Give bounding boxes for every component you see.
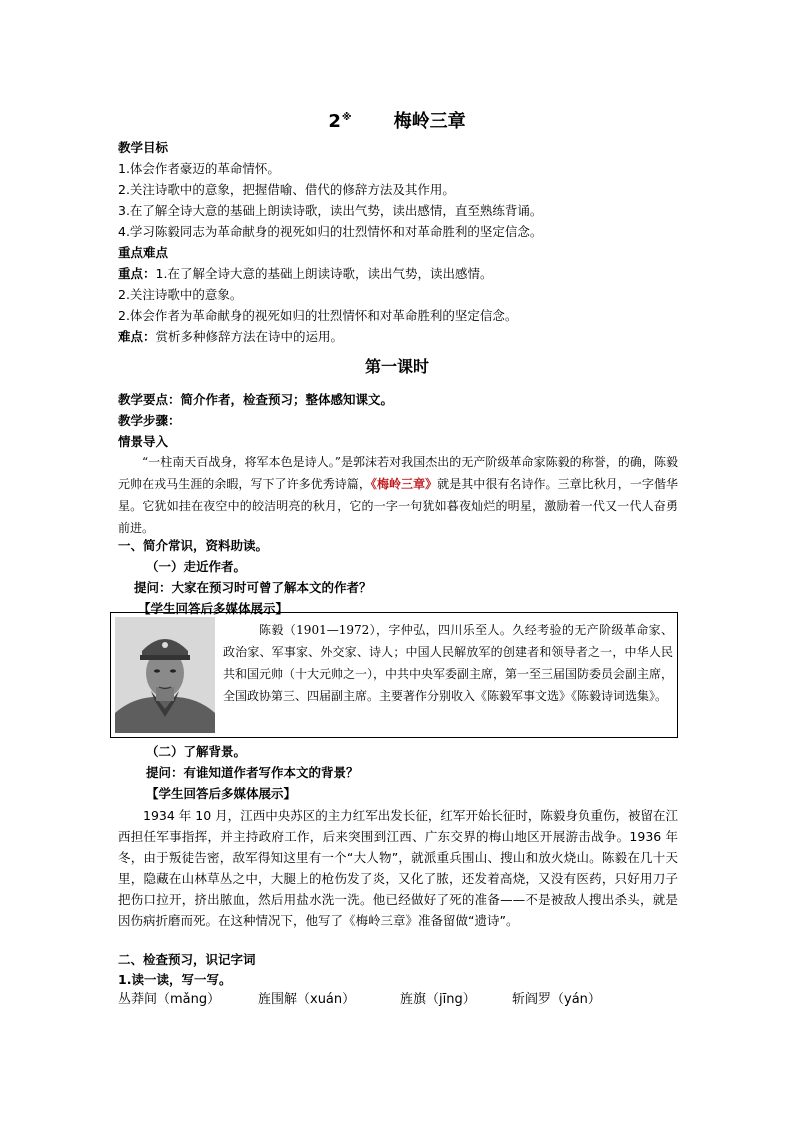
highlighted-title: 《梅岭三章》 bbox=[370, 477, 438, 491]
vocab-item: 旌围解（xuán） bbox=[258, 992, 356, 1007]
question-2: 提问：有谁知道作者写作本文的背景？ bbox=[146, 765, 359, 780]
key-point-item: 2.关注诗歌中的意象。 bbox=[118, 287, 243, 302]
supplementary-mark: ※ bbox=[341, 112, 352, 123]
difficulty-item: 难点：赏析多种修辞方法在诗中的运用。 bbox=[118, 329, 344, 344]
key-points-heading: 重点难点 bbox=[118, 245, 169, 260]
objective-item: 3.在了解全诗大意的基础上朗读诗歌，读出气势，读出感情，直至熟练背诵。 bbox=[118, 203, 543, 218]
portrait-photo-icon bbox=[115, 617, 215, 733]
author-bio-box bbox=[110, 612, 678, 738]
key-point-item: 重点：1.在了解全诗大意的基础上朗读诗歌，读出气势，读出感情。 bbox=[118, 266, 493, 281]
objective-item: 1.体会作者豪迈的革命情怀。 bbox=[118, 161, 280, 176]
media-note-2: 【学生回答后多媒体展示】 bbox=[146, 786, 297, 801]
objective-item: 2.关注诗歌中的意象，把握借喻、借代的修辞方法及其作用。 bbox=[118, 182, 455, 197]
intro-heading: 情景导入 bbox=[118, 434, 169, 449]
intro-paragraph: “一柱南天百战身，将军本色是诗人。”是郭沫若对我国杰出的无产阶级革命家陈毅的称誉，的确，陈毅元帅在戎马生涯的余暇，写下了许多优秀诗篇，《梅岭三章》就是其中很有名诗作。三章比秋月，一字偕华星。它犹如挂在夜空中的皎洁明亮的秋月，它的一字一句犹如暮夜灿烂的明星，激励着一代又一代人奋勇前进。 bbox=[118, 455, 678, 535]
vocabulary-row bbox=[118, 990, 601, 1010]
objective-item: 4.学习陈毅同志为革命献身的视死如归的壮烈情怀和对革命胜利的坚定信念。 bbox=[118, 224, 543, 239]
lesson-period-title: 第一课时 bbox=[364, 357, 429, 376]
lesson-title: 梅岭三章 bbox=[393, 111, 466, 132]
vocab-item: 旌旗（jīng） bbox=[400, 992, 476, 1007]
teaching-steps-label: 教学步骤： bbox=[118, 413, 181, 428]
section1-heading: 一、简介常识，资料助读。 bbox=[118, 538, 269, 553]
lesson-number: 2※ bbox=[328, 111, 352, 132]
question-1: 提问：大家在预习时可曾了解本文的作者？ bbox=[134, 580, 372, 595]
section1-sub2: （二）了解背景。 bbox=[146, 744, 247, 759]
author-bio-text: 陈毅（1901—1972），字仲弘，四川乐至人。久经考验的无产阶级革命家、政治家、军事家、外交家、诗人；中国人民解放军的创建者和领导者之一，中华人民共和国元帅（十大元帅之一），中共中央军委副主席，第一至三届国防委员会副主席，全国政协第三、四届副主席。主要著作分别收入《陈毅军事文选》《陈毅诗词选集》。 bbox=[223, 623, 674, 703]
section2-heading: 二、检查预习，识记字词 bbox=[118, 952, 256, 967]
section2-sub1: 1.读一读，写一写。 bbox=[118, 972, 232, 987]
key-point-item: 2.体会作者为革命献身的视死如归的壮烈情怀和对革命胜利的坚定信念。 bbox=[118, 308, 518, 323]
media-note-1: 【学生回答后多媒体展示】 bbox=[138, 601, 289, 616]
vocab-item: 丛莽间（mǎng） bbox=[118, 992, 221, 1007]
page-title bbox=[0, 106, 794, 134]
vocab-item: 斩阎罗（yán） bbox=[512, 992, 601, 1007]
background-paragraph: 1934 年 10 月，江西中央苏区的主力红军出发长征，红军开始长征时，陈毅身负重伤，被留在江西担任军事指挥，并主持政府工作，后来突围到江西、广东交界的梅山地区开展游击战争。1936 年冬，由于叛徒告密，敌军得知这里有一个“大人物”，就派重兵围山、搜山和放火烧山。陈毅在几十天里，隐藏在山林草丛之中，大腿上的枪伤发了炎，又化了脓，还发着高烧，又没有医药，只好用刀子把伤口拉开，挤出脓血，然后用盐水洗一洗。他已经做好了死的准备——不是被敌人搜出杀头，就是因伤病折磨而死。在这种情况下，他写了《梅岭三章》准备留做“遗诗”。 bbox=[118, 808, 678, 928]
objectives-heading: 教学目标 bbox=[118, 140, 169, 155]
section1-sub1: （一）走近作者。 bbox=[146, 559, 247, 574]
teaching-focus: 教学要点：简介作者，检查预习；整体感知课文。 bbox=[118, 392, 394, 407]
